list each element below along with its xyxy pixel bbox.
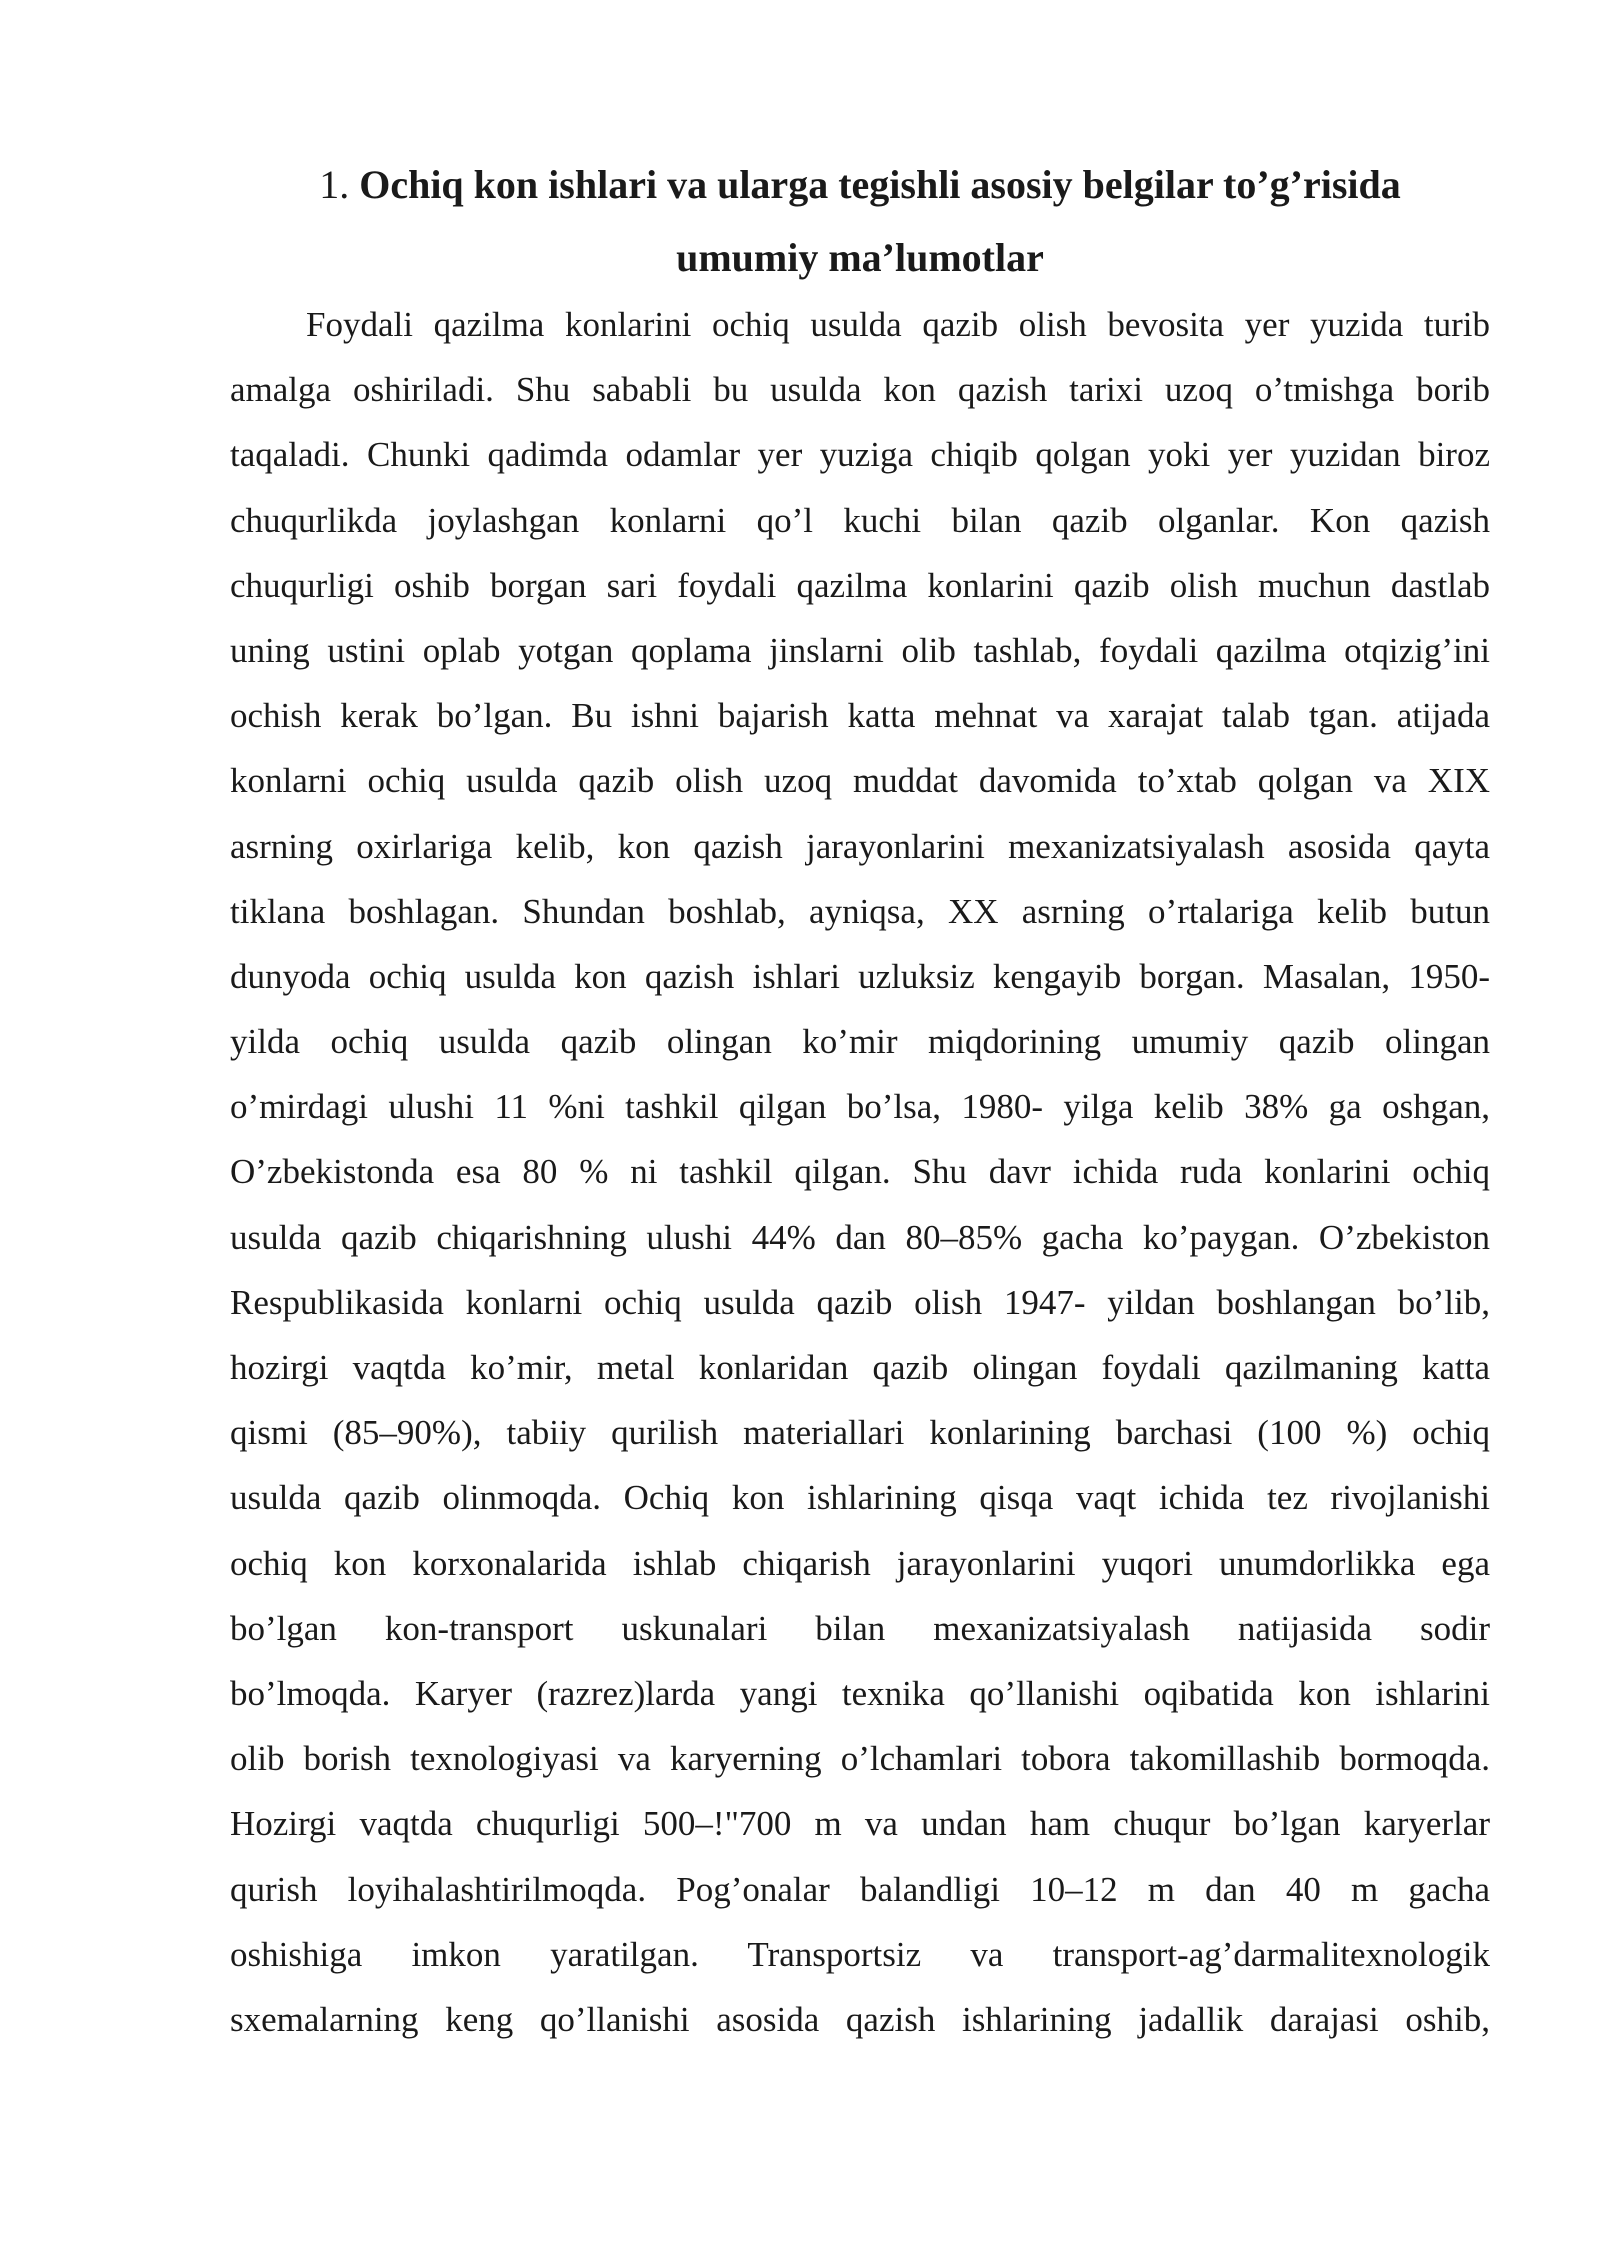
paragraph-line: sxemalarning keng qo’llanishi asosida qazish ishlarining jadallik darajasi oshib, [230,1999,1490,2039]
paragraph-line: uning ustini oplab yotgan qoplama jinslarni olib tashlab, foydali qazilma otqizig’ini [230,630,1490,670]
paragraph-line: chuqurlikda joylashgan konlarni qo’l kuchi bilan qazib olganlar. Kon qazish [230,500,1490,540]
paragraph-line: amalga oshiriladi. Shu sababli bu usulda kon qazish tarixi uzoq o’tmishga borib [230,370,1490,410]
paragraph-line: O’zbekistonda esa 80 % ni tashkil qilgan. Shu davr ichida ruda konlarini ochiq [230,1152,1490,1192]
heading-line-1 [319,162,1401,207]
heading-title-line-1: Ochiq kon ishlari va ularga tegishli asosiy belgilar to’g’risida [359,162,1401,207]
paragraph-line: Hozirgi vaqtda chuqurligi 500–!"700 m va undan ham chuqur bo’lgan karyerlar [230,1804,1490,1844]
paragraph-line: bo’lgan kon-transport uskunalari bilan mexanizatsiyalash natijasida sodir [230,1608,1490,1648]
paragraph-line: usulda qazib chiqarishning ulushi 44% dan 80–85% gacha ko’paygan. O’zbekiston [230,1217,1490,1257]
paragraph-line: o’mirdagi ulushi 11 %ni tashkil qilgan bo’lsa, 1980- yilga kelib 38% ga oshgan, [230,1087,1490,1127]
paragraph-line: konlarni ochiq usulda qazib olish uzoq muddat davomida to’xtab qolgan va XIX [230,761,1490,801]
paragraph-line: olib borish texnologiyasi va karyerning o’lchamlari tobora takomillashib bormoqda. [230,1739,1490,1779]
paragraph-line: dunyoda ochiq usulda kon qazish ishlari uzluksiz kengayib borgan. Masalan, 1950- [230,956,1490,996]
section-number: 1. [319,162,350,207]
paragraph-line: taqaladi. Chunki qadimda odamlar yer yuziga chiqib qolgan yoki yer yuzidan biroz [230,435,1490,475]
paragraph-line: usulda qazib olinmoqda. Ochiq kon ishlarining qisqa vaqt ichida tez rivojlanishi [230,1478,1490,1518]
paragraph-line: Foydali qazilma konlarini ochiq usulda qazib olish bevosita yer yuzida turib [306,305,1490,344]
heading-title-line-2: umumiy ma’lumotlar [676,235,1044,280]
paragraph-line: qurish loyihalashtirilmoqda. Pog’onalar balandligi 10–12 m dan 40 m gacha [230,1869,1490,1909]
body-paragraph [230,292,1490,2052]
paragraph-line: yilda ochiq usulda qazib olingan ko’mir miqdorining umumiy qazib olingan [230,1022,1490,1062]
paragraph-line: oshishiga imkon yaratilgan. Transportsiz va transport-ag’darmalitexnologik [230,1934,1490,1974]
paragraph-line: ochish kerak bo’lgan. Bu ishni bajarish katta mehnat va xarajat talab tgan. atijada [230,696,1490,736]
paragraph-line: hozirgi vaqtda ko’mir, metal konlaridan qazib olingan foydali qazilmaning katta [230,1348,1490,1387]
paragraph-line: ochiq kon korxonalarida ishlab chiqarish jarayonlarini yuqori unumdorlikka ega [230,1543,1490,1583]
paragraph-line: qismi (85–90%), tabiiy qurilish materiallari konlarining barchasi (100 %) ochiq [230,1413,1490,1453]
paragraph-line: chuqurligi oshib borgan sari foydali qazilma konlarini qazib olish muchun dastlab [230,565,1490,605]
paragraph-line: asrning oxirlariga kelib, kon qazish jarayonlarini mexanizatsiyalash asosida qayta [230,826,1490,866]
section-heading [230,148,1490,294]
paragraph-line: bo’lmoqda. Karyer (razrez)larda yangi texnika qo’llanishi oqibatida kon ishlarini [230,1673,1490,1713]
paragraph-line: tiklana boshlagan. Shundan boshlab, ayniqsa, XX asrning o’rtalariga kelib butun [230,891,1490,931]
paragraph-line: Respublikasida konlarni ochiq usulda qazib olish 1947- yildan boshlangan bo’lib, [230,1282,1490,1322]
